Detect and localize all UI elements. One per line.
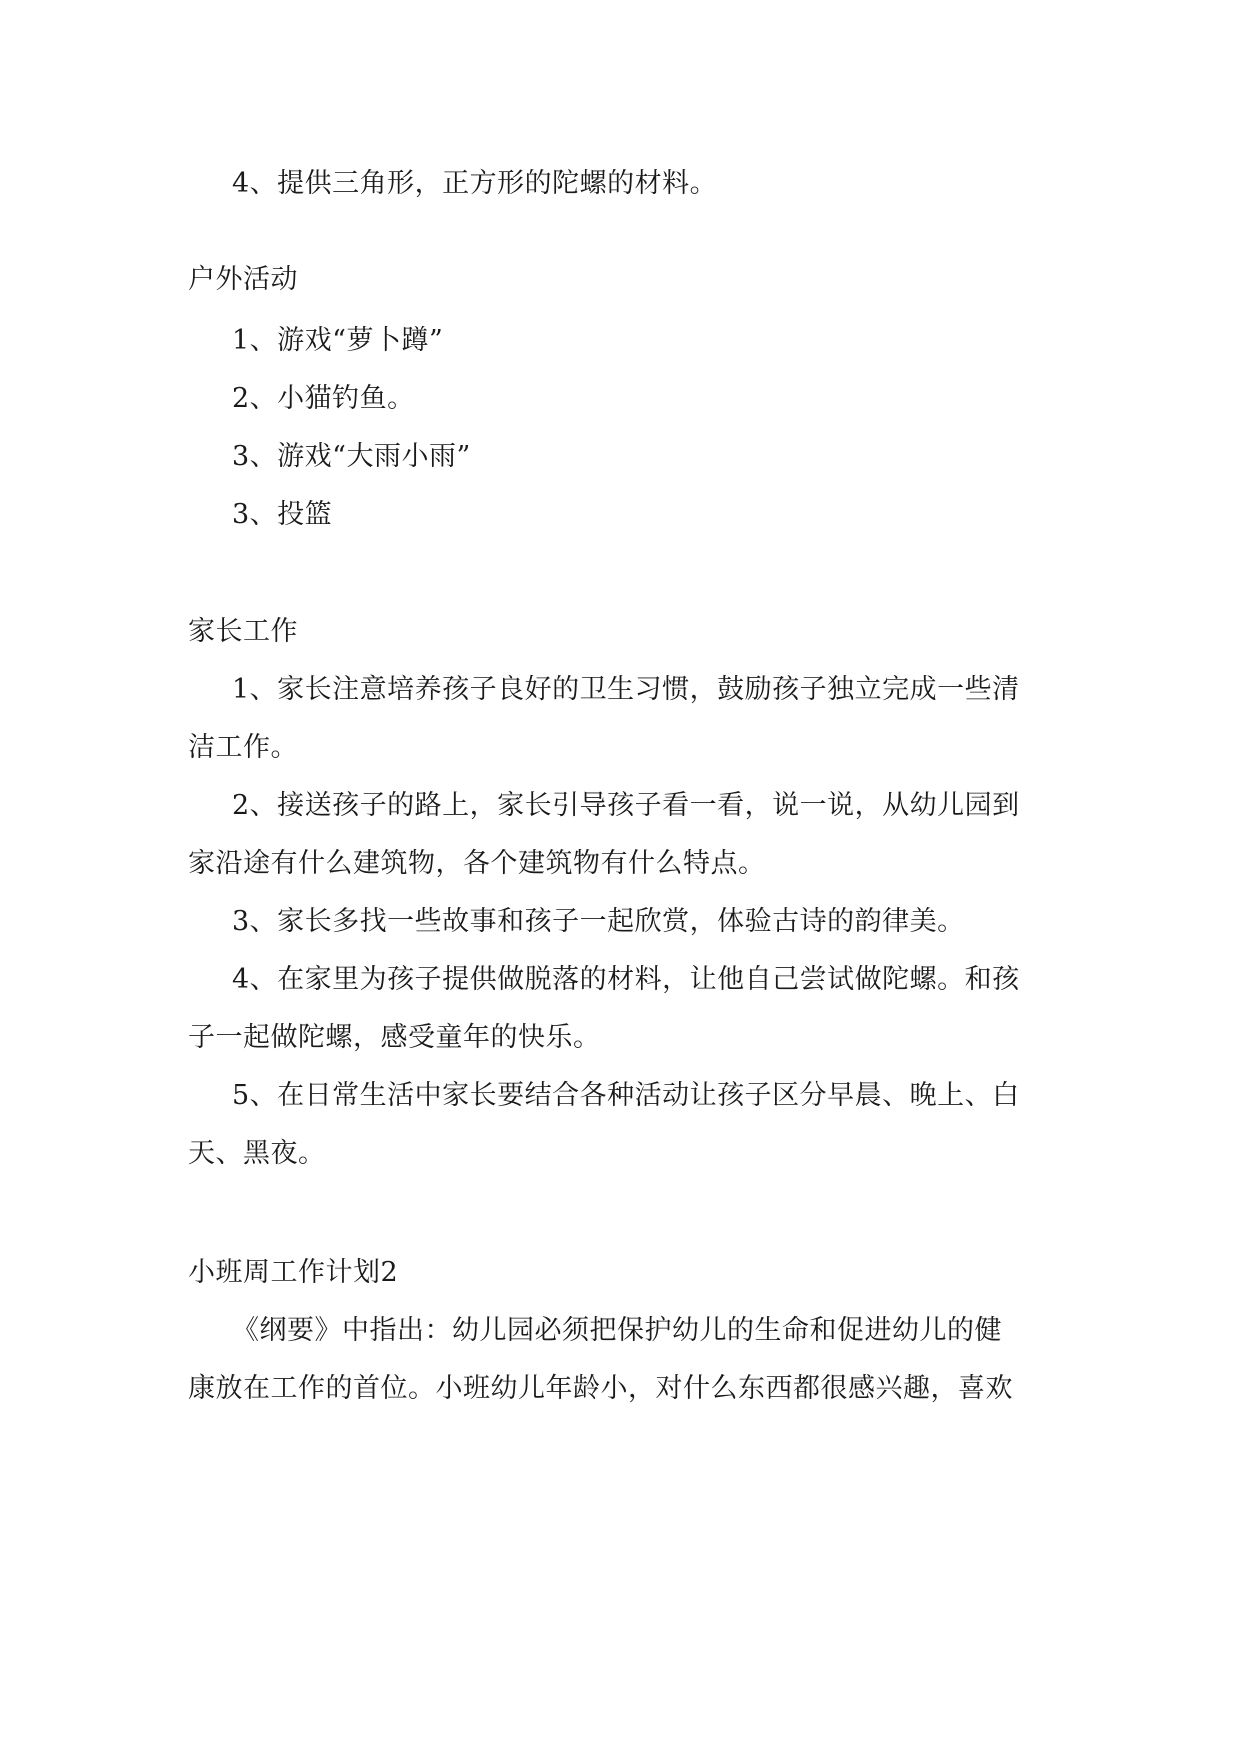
list-item: 3、投篮 xyxy=(232,499,333,530)
body-line: 《纲要》中指出：幼儿园必须把保护幼儿的生命和促进幼儿的健 xyxy=(232,1315,1002,1346)
body-line: 5、在日常生活中家长要结合各种活动让孩子区分早晨、晚上、白 xyxy=(232,1080,1020,1111)
body-line: 4、提供三角形，正方形的陀螺的材料。 xyxy=(232,168,718,199)
list-item: 1、游戏“萝卜蹲” xyxy=(232,325,444,356)
body-line: 2、接送孩子的路上，家长引导孩子看一看，说一说，从幼儿园到 xyxy=(232,790,1020,821)
body-line: 天、黑夜。 xyxy=(188,1138,326,1169)
section-heading-outdoor-activities: 户外活动 xyxy=(188,264,298,295)
body-line: 1、家长注意培养孩子良好的卫生习惯，鼓励孩子独立完成一些清 xyxy=(232,674,1020,705)
section-heading-weekly-plan: 小班周工作计划2 xyxy=(188,1257,399,1288)
list-item: 2、小猫钓鱼。 xyxy=(232,383,415,414)
section-heading-parent-work: 家长工作 xyxy=(188,616,298,647)
body-line: 子一起做陀螺，感受童年的快乐。 xyxy=(188,1022,601,1053)
body-line: 洁工作。 xyxy=(188,732,298,763)
list-item: 3、游戏“大雨小雨” xyxy=(232,441,471,472)
body-line: 康放在工作的首位。小班幼儿年龄小，对什么东西都很感兴趣，喜欢 xyxy=(188,1373,1013,1404)
body-line: 3、家长多找一些故事和孩子一起欣赏，体验古诗的韵律美。 xyxy=(232,906,965,937)
body-line: 4、在家里为孩子提供做脱落的材料，让他自己尝试做陀螺。和孩 xyxy=(232,964,1020,995)
body-line: 家沿途有什么建筑物，各个建筑物有什么特点。 xyxy=(188,848,766,879)
